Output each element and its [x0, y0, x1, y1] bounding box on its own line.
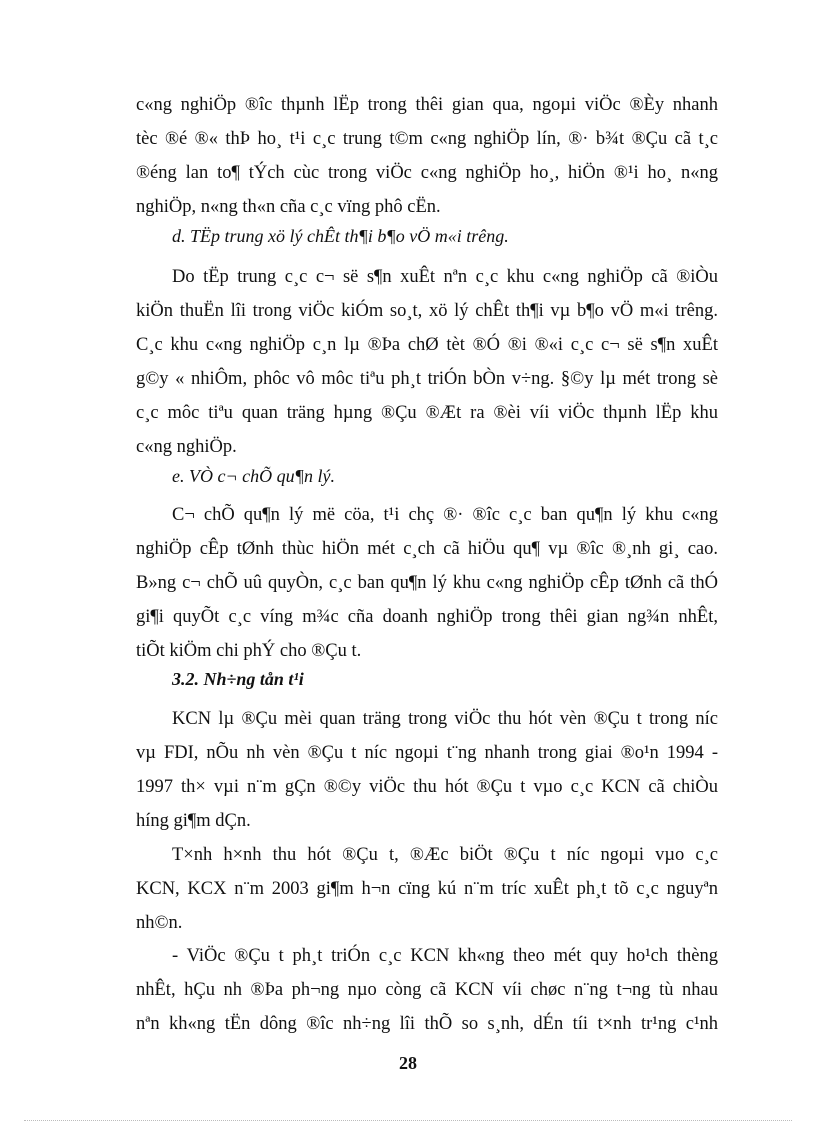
text-line: c¸c môc tiªu quan träng hµng ®Çu ®Æt ra ®èi víi viÖc thµnh lËp khu — [136, 403, 718, 423]
text-line: g©y « nhiÔm, phôc vô môc tiªu ph¸t triÓn bÒn v÷ng. §©y lµ mét trong sè — [136, 369, 718, 389]
text-line: kiÖn thuËn lîi trong viÖc kiÓm so¸t, xö lý chÊt th¶i vµ b¶o vÖ m«i trêng. — [136, 301, 718, 321]
text-line: C¬ chÕ qu¶n lý më cöa, t¹i chç ®· ®îc c¸c ban qu¶n lý khu c«ng — [172, 505, 718, 525]
text-line: nghiÖp cÊp tØnh thùc hiÖn mét c¸ch cã hiÖu qu¶ vµ ®îc ®¸nh gi¸ cao. — [136, 539, 718, 559]
text-line: híng gi¶m dÇn. — [136, 811, 251, 831]
text-line: KCN lµ ®Çu mèi quan träng trong viÖc thu hót vèn ®Çu t trong níc — [172, 709, 718, 729]
text-line: c«ng nghiÖp. — [136, 437, 237, 457]
text-line: nghiÖp, n«ng th«n cña c¸c vïng phô cËn. — [136, 197, 441, 217]
text-line: Do tËp trung c¸c c¬ së s¶n xuÊt nªn c¸c khu c«ng nghiÖp cã ®iÒu — [172, 267, 718, 287]
paragraph-4 — [136, 702, 718, 838]
text-line: B»ng c¬ chÕ uû quyÒn, c¸c ban qu¶n lý khu c«ng nghiÖp cÊp tØnh cã thÓ — [136, 573, 718, 593]
text-line: nªn kh«ng tËn dông ®îc nh÷ng lîi thÕ so s¸nh, dÉn tíi t×nh tr¹ng c¹nh — [136, 1014, 718, 1034]
text-line: tiÕt kiÖm chi phÝ cho ®Çu t. — [136, 641, 362, 661]
text-line: - ViÖc ®Çu t ph¸t triÓn c¸c KCN kh«ng theo mét quy ho¹ch thèng — [172, 946, 718, 966]
paragraph-3 — [136, 498, 718, 668]
text-line: vµ FDI, nÕu nh vèn ®Çu t níc ngoµi t¨ng nhanh trong giai ®o¹n 1994 - — [136, 743, 718, 763]
text-line: nh©n. — [136, 913, 183, 933]
section-heading-e: e. VÒ c¬ chÕ qu¶n lý. — [172, 466, 336, 486]
paragraph-2 — [136, 260, 718, 464]
paragraph-6 — [136, 939, 718, 1041]
page-number: 28 — [399, 1053, 417, 1073]
paragraph-1 — [136, 88, 718, 224]
text-line: KCN, KCX n¨m 2003 gi¶m h¬n cïng kú n¨m tríc xuÊt ph¸t tõ c¸c nguyªn — [136, 879, 718, 899]
text-line: 1997 th× vµi n¨m gÇn ®©y viÖc thu hót ®Çu t vµo c¸c KCN cã chiÒu — [136, 777, 718, 797]
page-bottom-rule — [24, 1120, 792, 1121]
text-line: c«ng nghiÖp ®îc thµnh lËp trong thêi gian qua, ngoµi viÖc ®Èy nhanh — [136, 95, 718, 115]
text-line: T×nh h×nh thu hót ®Çu t, ®Æc biÖt ®Çu t níc ngoµi vµo c¸c — [172, 845, 718, 865]
text-line: gi¶i quyÕt c¸c víng m¾c cña doanh nghiÖp trong thêi gian ng¾n nhÊt, — [136, 607, 718, 627]
text-line: C¸c khu c«ng nghiÖp c¸n lµ ®Þa chØ tèt ®Ó ®i ®«i c¸c c¬ së s¶n xuÊt — [136, 335, 718, 355]
paragraph-5 — [136, 838, 718, 940]
section-heading-d: d. TËp trung xö lý chÊt th¶i b¶o vÖ m«i trêng. — [172, 226, 509, 246]
section-heading-3-2: 3.2. Nh÷ng tån t¹i — [172, 669, 304, 689]
text-line: tèc ®é ®« thÞ ho¸ t¹i c¸c trung t©m c«ng nghiÖp lín, ®· b¾t ®Çu cã t¸c — [136, 129, 718, 149]
text-line: nhÊt, hÇu nh ®Þa ph¬ng nµo còng cã KCN víi chøc n¨ng t¬ng tù nhau — [136, 980, 718, 1000]
text-line: ®éng lan to¶ tÝch cùc trong viÖc c«ng nghiÖp ho¸, hiÖn ®¹i ho¸ n«ng — [136, 163, 718, 183]
